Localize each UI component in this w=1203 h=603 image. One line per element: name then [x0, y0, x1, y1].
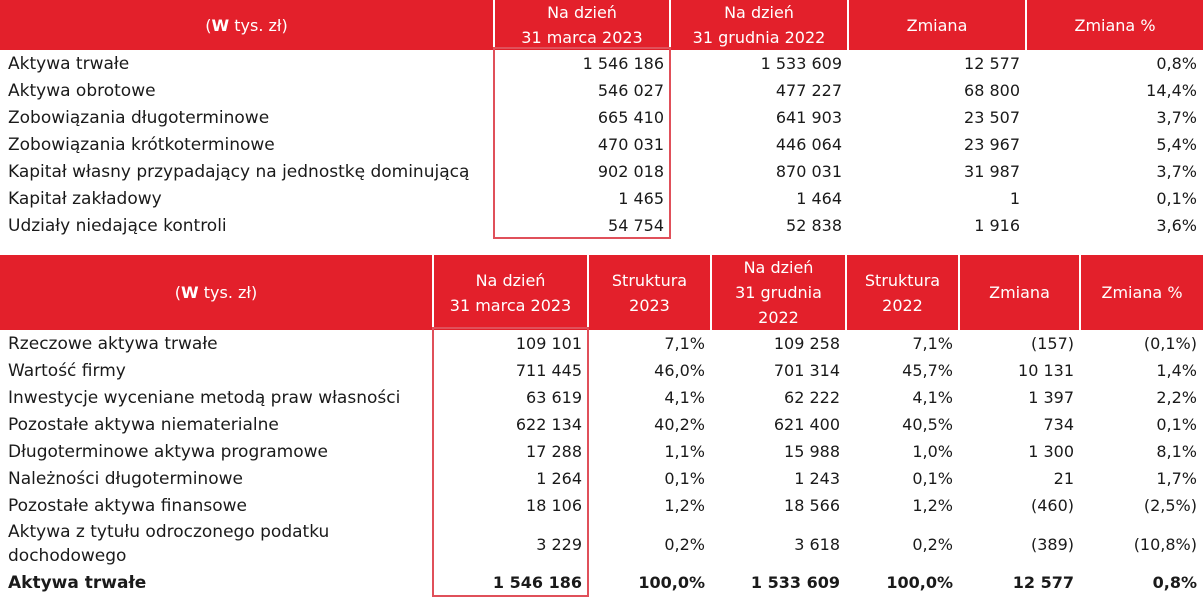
total-row [0, 569, 1203, 596]
table-row [0, 519, 1203, 569]
value-2022: 1 243 [794, 469, 840, 488]
unit-header: (W tys. zł) [0, 0, 494, 50]
table-row [0, 492, 1203, 519]
row-label: Długoterminowe aktywa programowe [8, 441, 328, 462]
total-structure-2023: 100,0% [638, 573, 705, 592]
value-change: (460) [1030, 496, 1074, 515]
header-change-pct: Zmiana % [1080, 255, 1203, 330]
total-value-2023: 1 546 186 [492, 573, 582, 592]
header-dec-2022: Na dzień 31 grudnia 2022 [670, 0, 848, 50]
value-2022: 1 533 609 [760, 54, 842, 73]
structure-2022: 45,7% [902, 361, 953, 380]
value-2022: 477 227 [775, 81, 842, 100]
table-row [0, 357, 1203, 384]
table-row [0, 465, 1203, 492]
value-2022: 15 988 [784, 442, 840, 461]
value-2022: 870 031 [775, 162, 842, 181]
value-2023: 109 101 [515, 334, 582, 353]
value-2023: 665 410 [597, 108, 664, 127]
value-2022: 109 258 [773, 334, 840, 353]
row-label: Rzeczowe aktywa trwałe [8, 333, 218, 354]
header-change: Zmiana [959, 255, 1080, 330]
row-label: Udziały niedające kontroli [8, 215, 227, 236]
value-2022: 621 400 [773, 415, 840, 434]
value-change-pct: 14,4% [1146, 81, 1197, 100]
unit-header: (W tys. zł) [0, 255, 433, 330]
row-label: Aktywa trwałe [8, 53, 130, 74]
table-row [0, 104, 1203, 131]
row-label: Pozostałe aktywa finansowe [8, 495, 248, 516]
value-change: 734 [1043, 415, 1074, 434]
header-structure-2023: Struktura 2023 [588, 255, 711, 330]
row-label: Aktywa z tytułu odroczonego podatku dochodowego [8, 522, 330, 566]
summary-header-row [0, 0, 1203, 50]
header-change-pct: Zmiana % [1026, 0, 1203, 50]
table-row [0, 438, 1203, 465]
value-change-pct: (0,1%) [1143, 334, 1197, 353]
row-label: Zobowiązania długoterminowe [8, 107, 270, 128]
value-change: 23 507 [964, 108, 1020, 127]
row-label: Należności długoterminowe [8, 468, 243, 489]
structure-2023: 4,1% [664, 388, 705, 407]
value-2022: 62 222 [784, 388, 840, 407]
value-2023: 470 031 [597, 135, 664, 154]
value-change: 23 967 [964, 135, 1020, 154]
value-change: 1 397 [1028, 388, 1074, 407]
value-2023: 17 288 [526, 442, 582, 461]
value-change-pct: 1,4% [1156, 361, 1197, 380]
row-label: Wartość firmy [8, 360, 126, 381]
header-mar-2023: Na dzień 31 marca 2023 [433, 255, 588, 330]
value-2022: 446 064 [775, 135, 842, 154]
table-row [0, 77, 1203, 104]
value-2022: 52 838 [786, 216, 842, 235]
table-row [0, 131, 1203, 158]
value-change-pct: 0,8% [1156, 54, 1197, 73]
structure-2023: 1,2% [664, 496, 705, 515]
fixed-assets-table [0, 255, 1203, 596]
header-dec-2022: Na dzień 31 grudnia 2022 [711, 255, 846, 330]
row-label: Kapitał zakładowy [8, 188, 162, 209]
structure-2023: 46,0% [654, 361, 705, 380]
value-2023: 711 445 [515, 361, 582, 380]
value-change-pct: 0,1% [1156, 415, 1197, 434]
value-change-pct: 0,1% [1156, 189, 1197, 208]
value-2023: 1 264 [536, 469, 582, 488]
structure-2023: 0,2% [664, 534, 705, 554]
value-2023: 63 619 [526, 388, 582, 407]
value-change-pct: 1,7% [1156, 469, 1197, 488]
value-2023: 546 027 [597, 81, 664, 100]
structure-2022: 0,1% [912, 469, 953, 488]
row-label: Kapitał własny przypadający na jednostkę dominującą [8, 161, 470, 182]
value-change-pct: 2,2% [1156, 388, 1197, 407]
value-change: 21 [1053, 469, 1074, 488]
header-mar-2023: Na dzień 31 marca 2023 [494, 0, 670, 50]
value-change-pct: 5,4% [1156, 135, 1197, 154]
total-structure-2022: 100,0% [886, 573, 953, 592]
summary-table [0, 0, 1203, 239]
table-row [0, 212, 1203, 239]
value-change: 1 [1009, 189, 1020, 208]
value-2023: 622 134 [515, 415, 582, 434]
table-row [0, 158, 1203, 185]
value-change: 31 987 [964, 162, 1020, 181]
value-change: (389) [1030, 534, 1074, 554]
total-label: Aktywa trwałe [8, 572, 147, 593]
total-value-2022: 1 533 609 [750, 573, 840, 592]
value-change-pct: (10,8%) [1133, 534, 1197, 554]
value-change-pct: 3,6% [1156, 216, 1197, 235]
structure-2023: 40,2% [654, 415, 705, 434]
table-row [0, 185, 1203, 212]
header-structure-2022: Struktura 2022 [846, 255, 959, 330]
value-change-pct: (2,5%) [1143, 496, 1197, 515]
structure-2022: 0,2% [912, 534, 953, 554]
value-change: 68 800 [964, 81, 1020, 100]
total-change: 12 577 [1012, 573, 1074, 592]
value-change-pct: 3,7% [1156, 162, 1197, 181]
table-row [0, 50, 1203, 77]
structure-2023: 1,1% [664, 442, 705, 461]
structure-2022: 1,2% [912, 496, 953, 515]
structure-2022: 4,1% [912, 388, 953, 407]
value-2023: 18 106 [526, 496, 582, 515]
value-change: 12 577 [964, 54, 1020, 73]
row-label: Pozostałe aktywa niematerialne [8, 414, 279, 435]
value-change-pct: 3,7% [1156, 108, 1197, 127]
structure-2022: 1,0% [912, 442, 953, 461]
row-label: Zobowiązania krótkoterminowe [8, 134, 275, 155]
value-change: 1 300 [1028, 442, 1074, 461]
header-change: Zmiana [848, 0, 1026, 50]
fixed-assets-header-row [0, 255, 1203, 330]
value-change-pct: 8,1% [1156, 442, 1197, 461]
total-change-pct: 0,8% [1152, 573, 1197, 592]
row-label: Aktywa obrotowe [8, 80, 156, 101]
value-2022: 1 464 [796, 189, 842, 208]
row-label: Inwestycje wyceniane metodą praw własności [8, 387, 401, 408]
value-change: 1 916 [974, 216, 1020, 235]
structure-2023: 7,1% [664, 334, 705, 353]
value-2023: 54 754 [608, 216, 664, 235]
table-row [0, 384, 1203, 411]
value-2023: 3 229 [536, 534, 582, 554]
structure-2022: 40,5% [902, 415, 953, 434]
value-2023: 1 465 [618, 189, 664, 208]
value-2022: 641 903 [775, 108, 842, 127]
value-2022: 3 618 [794, 534, 840, 554]
table-row [0, 411, 1203, 438]
structure-2023: 0,1% [664, 469, 705, 488]
value-2023: 1 546 186 [582, 54, 664, 73]
value-change: (157) [1030, 334, 1074, 353]
structure-2022: 7,1% [912, 334, 953, 353]
table-row [0, 330, 1203, 357]
value-2022: 701 314 [773, 361, 840, 380]
value-change: 10 131 [1018, 361, 1074, 380]
value-2022: 18 566 [784, 496, 840, 515]
value-2023: 902 018 [597, 162, 664, 181]
